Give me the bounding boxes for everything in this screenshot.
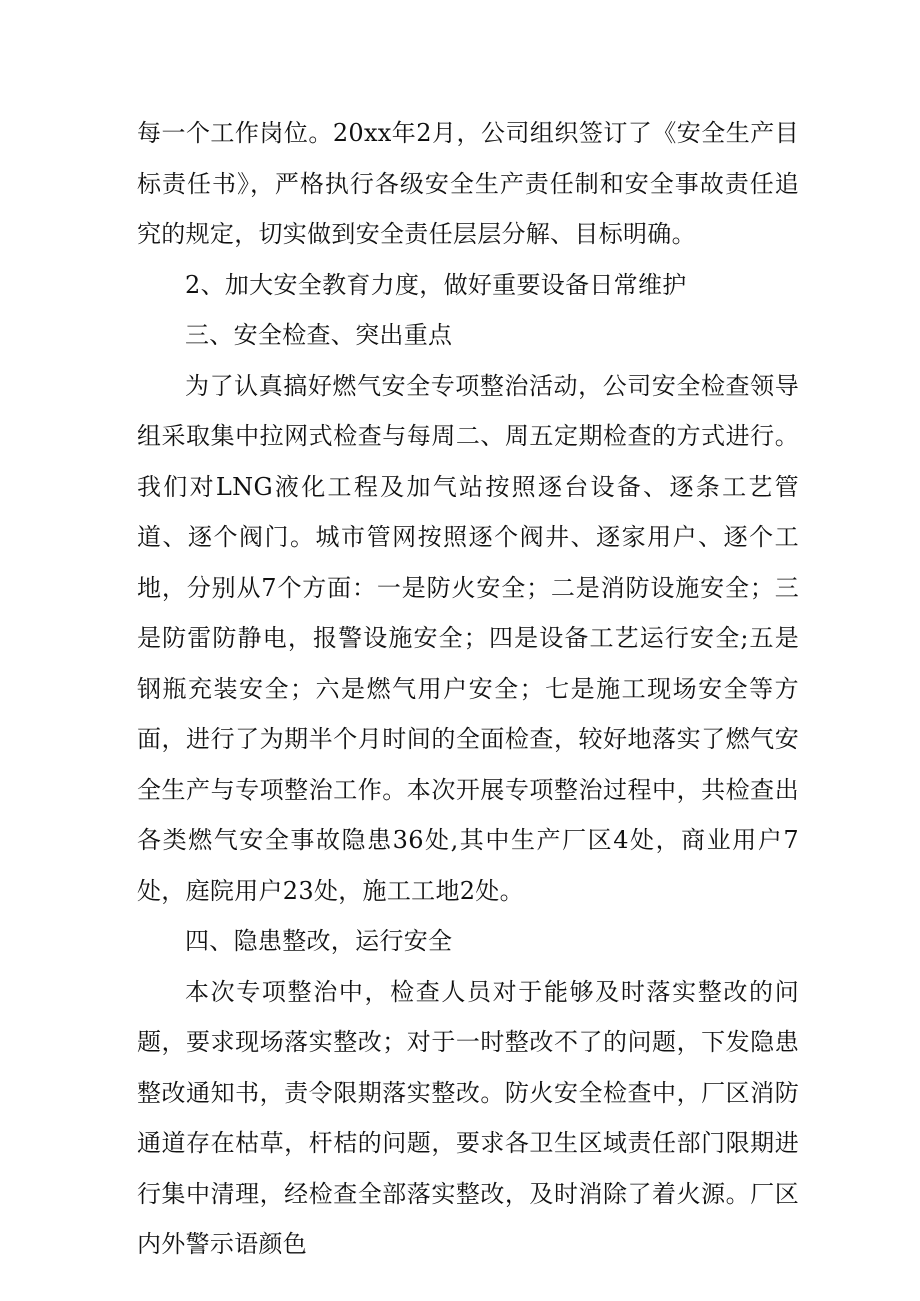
paragraph-responsibility: 每一个工作岗位。20xx年2月，公司组织签订了《安全生产目标责任书》，严格执行各级安全生产责任制和安全事故责任追究的规定，切实做到安全责任层层分解、目标明确。 [137, 119, 799, 248]
heading-safety-inspection: 三、安全检查、突出重点 [185, 321, 453, 349]
paragraph-inspection-details: 为了认真搞好燃气安全专项整治活动，公司安全检查领导组采取集中拉网式检查与每周二、周五定期检查的方式进行。我们对LNG液化工程及加气站按照逐台设备、逐条工艺管道、逐个阀门。城市管网按照逐个阀井、逐家用户、逐个工地，分别从7个方面：一是防火安全；二是消防设施安全；三是防雷防静电，报警设施安全；四是设备工艺运行安全;五是钢瓶充装安全；六是燃气用户安全；七是施工现场安全等方面，进行了为期半个月时间的全面检查，较好地落实了燃气安全生产与专项整治工作。本次开展专项整治过程中，共检查出各类燃气安全事故隐患36处,其中生产厂区4处，商业用户7处，庭院用户23处，施工工地2处。 [137, 371, 799, 905]
document-body [137, 108, 799, 1270]
paragraph-rectification-details: 本次专项整治中，检查人员对于能够及时落实整改的问题，要求现场落实整改；对于一时整改不了的问题，下发隐患整改通知书，责令限期落实整改。防火安全检查中，厂区消防通道存在枯草，杆桔的问题，要求各卫生区域责任部门限期进行集中清理，经检查全部落实整改，及时消除了着火源。厂区内外警示语颜色 [137, 977, 799, 1258]
heading-hazard-rectification: 四、隐患整改，运行安全 [185, 927, 453, 955]
heading-safety-education: 2、加大安全教育力度，做好重要设备日常维护 [185, 270, 687, 299]
